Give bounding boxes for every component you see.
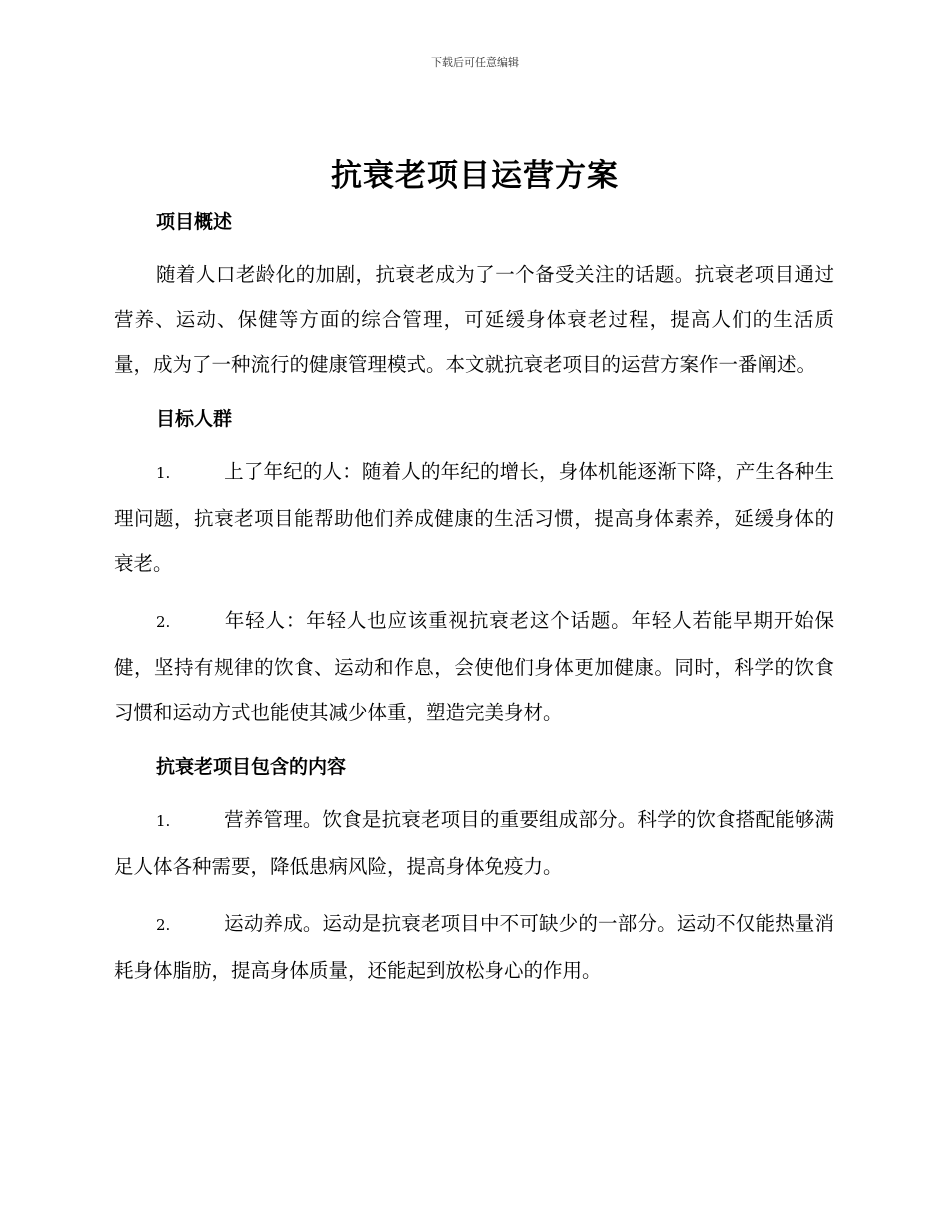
document-body xyxy=(114,204,834,993)
section-heading: 抗衰老项目包含的内容 xyxy=(156,756,347,778)
list-number: 2. xyxy=(156,916,171,934)
list-text: 营养管理。饮食是抗衰老项目的重要组成部分。科学的饮食搭配能够满足人体各种需要，降低患病风险，提高身体免疫力。 xyxy=(114,808,834,878)
list-item xyxy=(114,797,834,889)
list-number: 1. xyxy=(156,464,171,482)
section-target-audience xyxy=(114,401,834,735)
header-note: 下载后可任意编辑 xyxy=(431,56,519,69)
overview-paragraph: 随着人口老龄化的加剧，抗衰老成为了一个备受关注的话题。抗衰老项目通过营养、运动、保健等方面的综合管理，可延缓身体衰老过程，提高人们的生活质量，成为了一种流行的健康管理模式。本文就抗衰老项目的运营方案作一番阐述。 xyxy=(114,263,834,376)
list-number: 1. xyxy=(156,812,171,830)
section-heading: 项目概述 xyxy=(156,211,233,233)
list-text: 上了年纪的人：随着人的年纪的增长，身体机能逐渐下降，产生各种生理问题，抗衰老项目能帮助他们养成健康的生活习惯，提高身体素养，延缓身体的衰老。 xyxy=(114,460,834,575)
section-heading: 目标人群 xyxy=(156,408,233,430)
list-text: 运动养成。运动是抗衰老项目中不可缺少的一部分。运动不仅能热量消耗身体脂肪，提高身体质量，还能起到放松身心的作用。 xyxy=(114,912,834,982)
list-item xyxy=(114,598,834,735)
document-title: 抗衰老项目运营方案 xyxy=(331,158,619,194)
list-number: 2. xyxy=(156,613,171,631)
list-item xyxy=(114,449,834,586)
list-text: 年轻人：年轻人也应该重视抗衰老这个话题。年轻人若能早期开始保健，坚持有规律的饮食、运动和作息，会使他们身体更加健康。同时，科学的饮食习惯和运动方式也能使其减少体重，塑造完美身材。 xyxy=(114,609,834,724)
section-content xyxy=(114,749,834,993)
list-item xyxy=(114,901,834,993)
section-overview xyxy=(114,204,834,387)
